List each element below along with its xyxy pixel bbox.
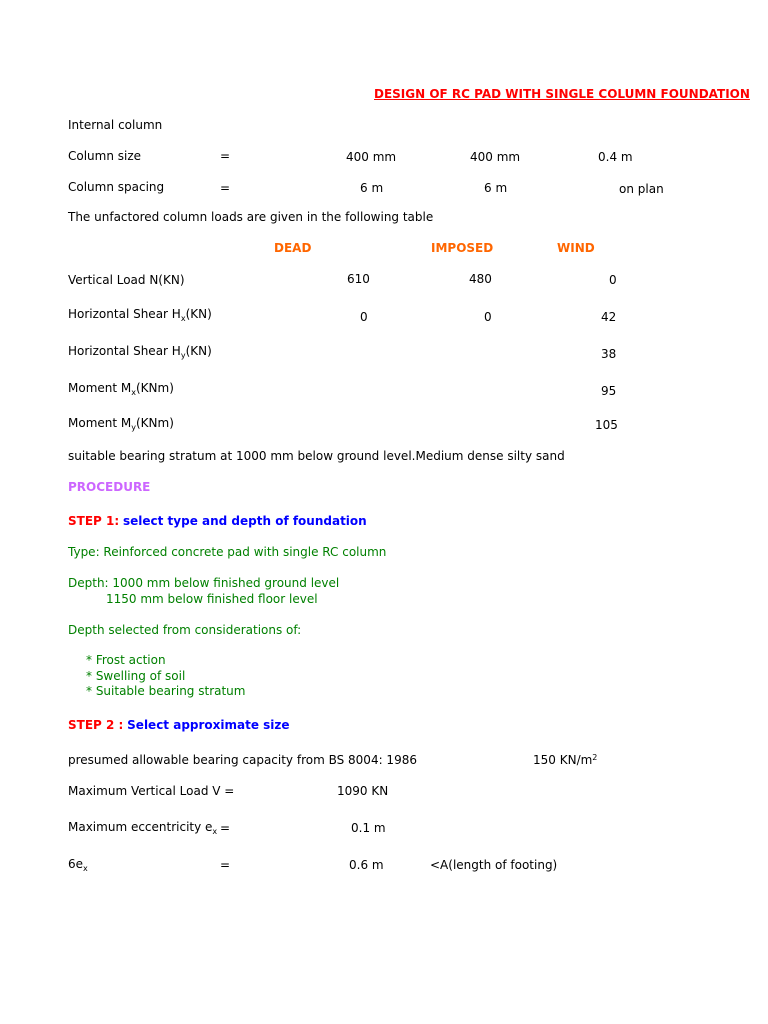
table-intro: The unfactored column loads are given in the following table <box>68 210 434 224</box>
shear-y-label: Horizontal Shear $H_y(KN)$ <box>68 344 212 360</box>
header-dead: DEAD <box>274 241 312 255</box>
page-title: DESIGN OF RC PAD WITH SINGLE COLUMN FOUNDATION <box>374 87 750 101</box>
step1-type: Type: Reinforced concrete pad with single RC column <box>68 545 387 559</box>
step2-heading: STEP 2 : Select approximate size <box>68 718 290 732</box>
moment-y-label: Moment $M_y(KNm)$ <box>68 416 174 432</box>
bullet-stratum: * Suitable bearing stratum <box>86 684 246 698</box>
vertical-load-label: Vertical Load N(KN) <box>68 273 185 287</box>
column-size-v3: 0.4 m <box>598 150 633 164</box>
header-wind: WIND <box>557 241 595 255</box>
moment-x-wind: 95 <box>601 384 617 398</box>
step1-depth-2: 1150 mm below finished floor level <box>106 592 318 606</box>
column-size-label: Column size <box>68 149 142 163</box>
moment-y-wind: 105 <box>595 418 618 432</box>
title-clip <box>372 86 750 104</box>
step1-depth-1: Depth: 1000 mm below finished ground level <box>68 576 340 590</box>
bullet-swelling: * Swelling of soil <box>86 669 186 683</box>
step1-considerations: Depth selected from considerations of: <box>68 623 302 637</box>
step1-heading: STEP 1: select type and depth of foundation <box>68 514 367 528</box>
column-size-v2: 400 mm <box>470 150 521 164</box>
six-ex-eq: = <box>220 858 231 872</box>
procedure-heading: PROCEDURE <box>68 480 151 494</box>
column-size-v1: 400 mm <box>346 150 397 164</box>
shear-x-dead: 0 <box>360 310 368 324</box>
vertical-load-wind: 0 <box>609 273 617 287</box>
shear-x-label: Horizontal Shear $H_x(KN)$ <box>68 307 212 323</box>
column-spacing-v3: on plan <box>619 182 664 196</box>
stratum-note: suitable bearing stratum at 1000 mm below ground level.Medium dense silty sand <box>68 449 565 463</box>
shear-x-imposed: 0 <box>484 310 492 324</box>
max-eccentricity-eq: = <box>220 821 231 835</box>
vertical-load-dead: 610 <box>347 272 370 286</box>
shear-y-wind: 38 <box>601 347 617 361</box>
moment-x-label: Moment $M_x(KNm)$ <box>68 381 174 397</box>
six-ex-note: <A(length of footing) <box>430 858 558 872</box>
max-eccentricity-label: Maximum eccentricity $e_x$ <box>68 820 218 836</box>
max-vertical-value: 1090 KN <box>337 784 389 798</box>
header-imposed: IMPOSED <box>431 241 494 255</box>
max-eccentricity-value: 0.1 m <box>351 821 386 835</box>
bearing-value: 150 $KN/m^2$ <box>533 753 598 767</box>
max-vertical-label: Maximum Vertical Load V = <box>68 784 235 798</box>
column-spacing-eq: = <box>220 181 231 195</box>
column-spacing-v1: 6 m <box>360 181 384 195</box>
column-size-eq: = <box>220 149 231 163</box>
bearing-label: presumed allowable bearing capacity from BS 8004: 1986 <box>68 753 417 767</box>
vertical-load-imposed: 480 <box>469 272 492 286</box>
six-ex-value: 0.6 m <box>349 858 384 872</box>
six-ex-label: $6e_x$ <box>68 857 88 873</box>
shear-x-wind: 42 <box>601 310 617 324</box>
column-spacing-v2: 6 m <box>484 181 508 195</box>
bullet-frost: * Frost action <box>86 653 166 667</box>
internal-column-label: Internal column <box>68 118 163 132</box>
column-spacing-label: Column spacing <box>68 180 165 194</box>
